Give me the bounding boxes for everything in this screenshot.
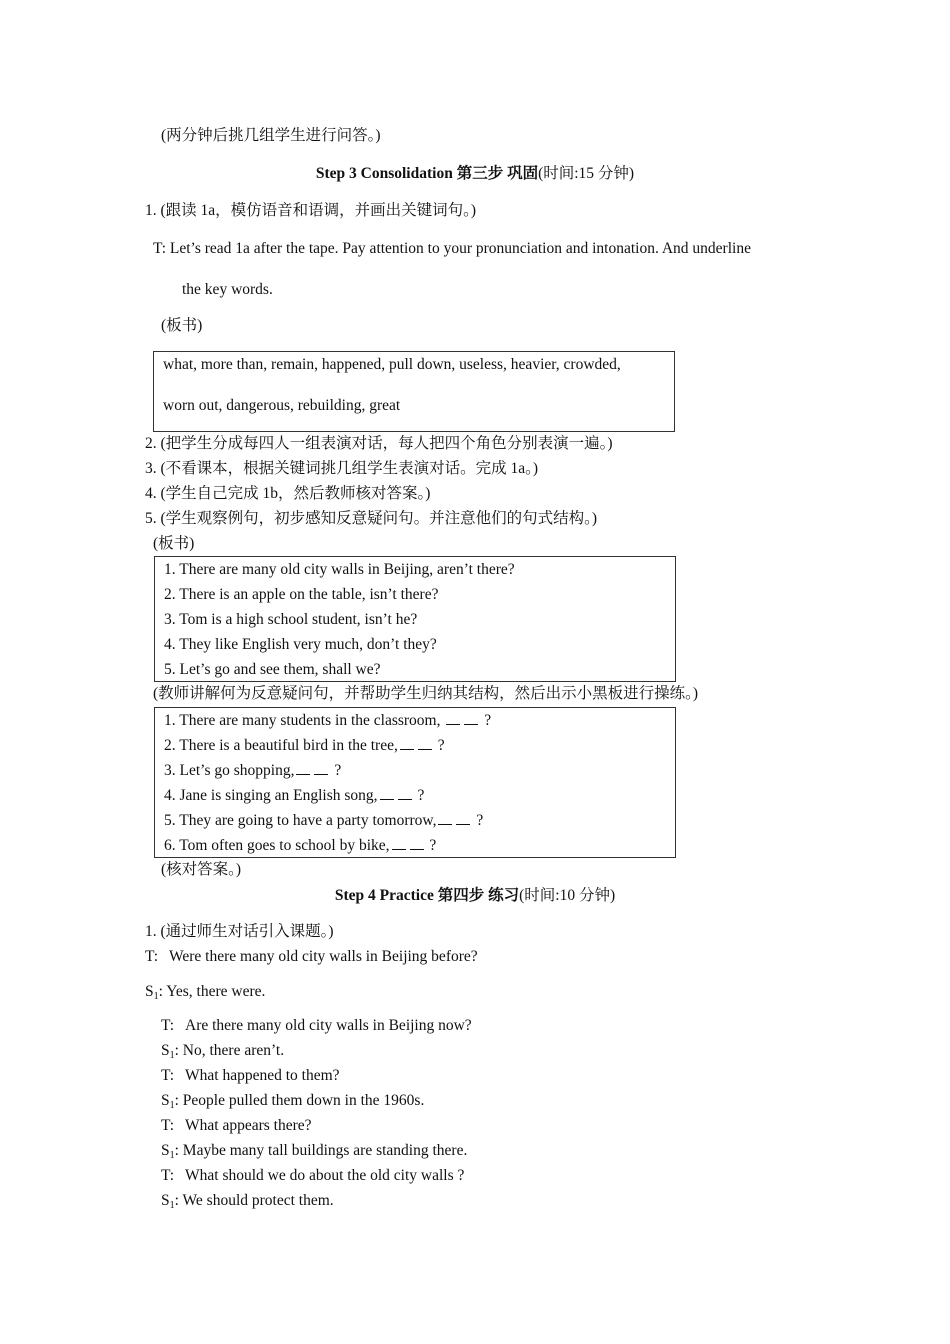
utterance: What should we do about the old city walls ?: [185, 1167, 465, 1184]
speaker: T:: [161, 1117, 175, 1134]
exercise-sentence: 2. There is a beautiful bird in the tree, ?: [164, 737, 445, 754]
dialogue-line: [161, 1067, 340, 1085]
step3-item-3: 3. (不看课本，根据关键词挑几组学生表演对话。完成 1a。): [145, 460, 539, 477]
exercise-sentence: 1. There are many students in the classroom, ?: [164, 712, 492, 729]
utterance: Are there many old city walls in Beijing now?: [185, 1017, 472, 1034]
dialogue-line: [161, 1117, 312, 1135]
step4-heading-en: Step 4 Practice: [334, 887, 434, 904]
dialogue-line: $S_1$: We should protect them.: [161, 1192, 334, 1211]
speaker: S: [161, 1192, 170, 1209]
examples-box: [154, 556, 676, 682]
exercise-sentence: 5. They are going to have a party tomorrow, ?: [164, 812, 484, 829]
step3-heading: [0, 165, 950, 183]
step3-heading-cn: 第三步 巩固: [456, 165, 539, 182]
step4-heading-time: (时间:10 分钟): [519, 887, 616, 904]
speaker: T:: [145, 948, 159, 965]
board-label-2: (板书): [153, 535, 195, 552]
step3-item-5: 5. (学生观察例句，初步感知反意疑问句。并注意他们的句式结构。): [145, 510, 598, 527]
step4-item-1: 1. (通过师生对话引入课题。): [145, 923, 334, 940]
utterance: Were there many old city walls in Beijing before?: [169, 948, 478, 965]
step3-heading-en: Step 3 Consolidation: [315, 165, 453, 182]
step3-item-1: 1. (跟读 1a，模仿语音和语调，并画出关键词句。): [145, 202, 477, 219]
step4-heading-cn: 第四步 练习: [437, 887, 520, 904]
exercise-sentence: 3. Let’s go shopping, ?: [164, 762, 342, 779]
dialogue-line: [145, 948, 478, 966]
board-label: (板书): [161, 317, 203, 334]
example-sentence: 4. They like English very much, don’t they?: [164, 636, 437, 653]
step4-heading: [0, 887, 950, 905]
utterance: What happened to them?: [185, 1067, 340, 1084]
speaker: S: [161, 1142, 170, 1159]
example-sentence: 1. There are many old city walls in Beijing, aren’t there?: [164, 561, 515, 578]
check-note: (核对答案。): [161, 861, 242, 878]
keywords-box: [153, 351, 675, 432]
keywords-line-2: worn out, dangerous, rebuilding, great: [163, 397, 401, 414]
intro-note: (两分钟后挑几组学生进行问答。): [161, 127, 381, 144]
speaker: S: [161, 1092, 170, 1109]
speaker: T:: [161, 1167, 175, 1184]
utterance: : Maybe many tall buildings are standing there.: [174, 1142, 468, 1159]
dialogue-line: $S_1$: Yes, there were.: [145, 983, 266, 1002]
dialogue-line: $S_1$: No, there aren’t.: [161, 1042, 285, 1061]
example-sentence: 3. Tom is a high school student, isn’t he?: [164, 611, 418, 628]
utterance: : We should protect them.: [174, 1192, 334, 1209]
speaker: S: [161, 1042, 170, 1059]
exercise-sentence: 4. Jane is singing an English song, ?: [164, 787, 425, 804]
utterance: What appears there?: [185, 1117, 312, 1134]
teacher-instruction-line-1: T: Let’s read 1a after the tape. Pay attention to your pronunciation and intonation. And underline: [153, 240, 751, 257]
speaker: T:: [161, 1017, 175, 1034]
step3-heading-time: (时间:15 分钟): [538, 165, 635, 182]
example-sentence: 2. There is an apple on the table, isn’t there?: [164, 586, 439, 603]
speaker: S: [145, 983, 154, 1000]
exercise-sentence: 6. Tom often goes to school by bike, ?: [164, 837, 437, 854]
teacher-instruction-line-2: the key words.: [182, 281, 273, 298]
utterance: : No, there aren’t.: [174, 1042, 285, 1059]
step3-item-4: 4. (学生自己完成 1b，然后教师核对答案。): [145, 485, 431, 502]
utterance: : Yes, there were.: [158, 983, 266, 1000]
keywords-line-1: what, more than, remain, happened, pull down, useless, heavier, crowded,: [163, 356, 621, 373]
dialogue-line: $S_1$: Maybe many tall buildings are standing there.: [161, 1142, 468, 1161]
example-sentence: 5. Let’s go and see them, shall we?: [164, 661, 381, 678]
dialogue-line: [161, 1167, 464, 1185]
utterance: : People pulled them down in the 1960s.: [174, 1092, 425, 1109]
exercises-box: [154, 707, 676, 858]
dialogue-line: $S_1$: People pulled them down in the 1960s.: [161, 1092, 425, 1111]
step3-item-2: 2. (把学生分成每四人一组表演对话，每人把四个角色分别表演一遍。): [145, 435, 613, 452]
speaker: T:: [161, 1067, 175, 1084]
dialogue-line: [161, 1017, 472, 1035]
teacher-note: (教师讲解何为反意疑问句，并帮助学生归纳其结构，然后出示小黑板进行操练。): [153, 685, 699, 702]
